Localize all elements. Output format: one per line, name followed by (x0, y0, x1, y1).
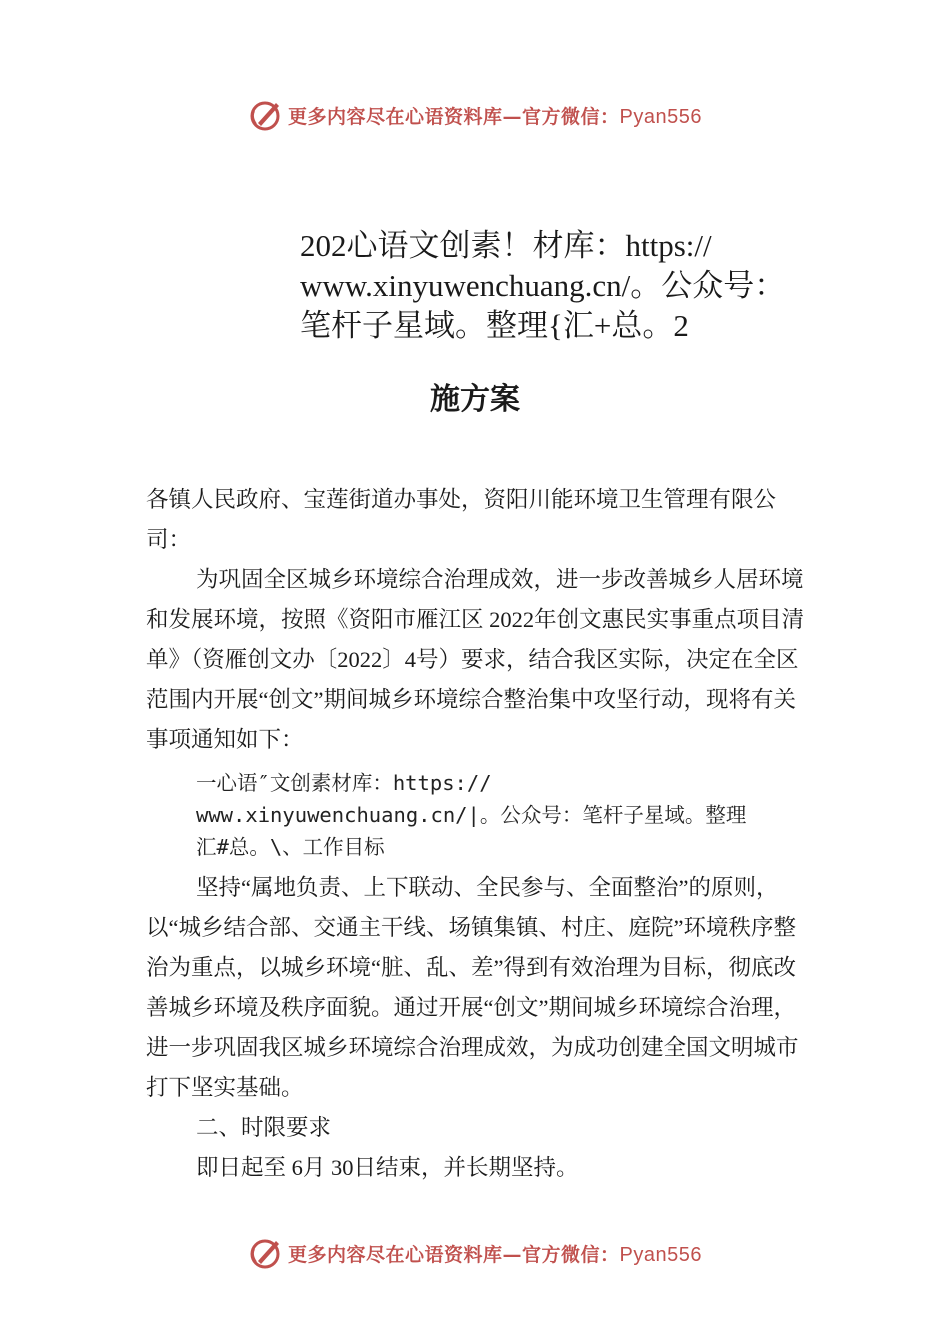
watermark-text-block (196, 767, 836, 863)
section-heading: 二、时限要求 (196, 1115, 332, 1140)
banner-text: 更多内容尽在心语资料库—官方微信：Pyan556 (288, 105, 702, 128)
banner-text: 更多内容尽在心语资料库—官方微信：Pyan556 (288, 1243, 702, 1266)
watermark-line: 一心语″文创素材库：https:// (196, 771, 492, 795)
title-line: 笔杆子星域。整理{汇+总。2 (300, 308, 689, 343)
title-line: www.xinyuwenchuang.cn/。公众号： (300, 268, 786, 303)
goal-paragraph: 坚持“属地负责、上下联动、全民参与、全面整治”的原则，以“城乡结合部、交通主干线、场镇集镇、村庄、庭院”环境秩序整治为重点，以城乡环境“脏、乱、差”得到有效治理为目标，彻底改善城乡环境及秩序面貌。通过开展“创文”期间城乡环境综合治理，进一步巩固我区城乡环境综合治理成效，为成功创建全国文明城市打下坚实基础。 (146, 875, 799, 1100)
document-title (300, 226, 840, 346)
footer-banner (0, 1233, 950, 1273)
title-line: 202心语文创素！材库：https:// (300, 228, 712, 263)
body-section-1 (146, 480, 811, 760)
document-subtitle: 施方案 (430, 382, 520, 417)
addressee-paragraph: 各镇人民政府、宝莲街道办事处，资阳川能环境卫生管理有限公司： (146, 487, 777, 552)
body-section-2 (146, 868, 811, 1188)
header-banner (0, 95, 950, 135)
watermark-line: www.xinyuwenchuang.cn/|。公众号：笔杆子星域。整理 (196, 803, 747, 827)
deadline-paragraph: 即日起至 6月 30日结束，并长期坚持。 (196, 1155, 579, 1180)
watermark-line: 汇#总。\、工作目标 (196, 835, 385, 859)
intro-paragraph: 为巩固全区城乡环境综合治理成效，进一步改善城乡人居环境和发展环境，按照《资阳市雁江区 2022年创文惠民实事重点项目清单》（资雁创文办〔2022〕4号）要求，结合我区实际，决定在全区范围内开展“创文”期间城乡环境综合整治集中攻坚行动，现将有关事项通知如下： (146, 567, 805, 752)
pen-logo-icon (248, 97, 284, 133)
pen-logo-icon (248, 1235, 284, 1271)
